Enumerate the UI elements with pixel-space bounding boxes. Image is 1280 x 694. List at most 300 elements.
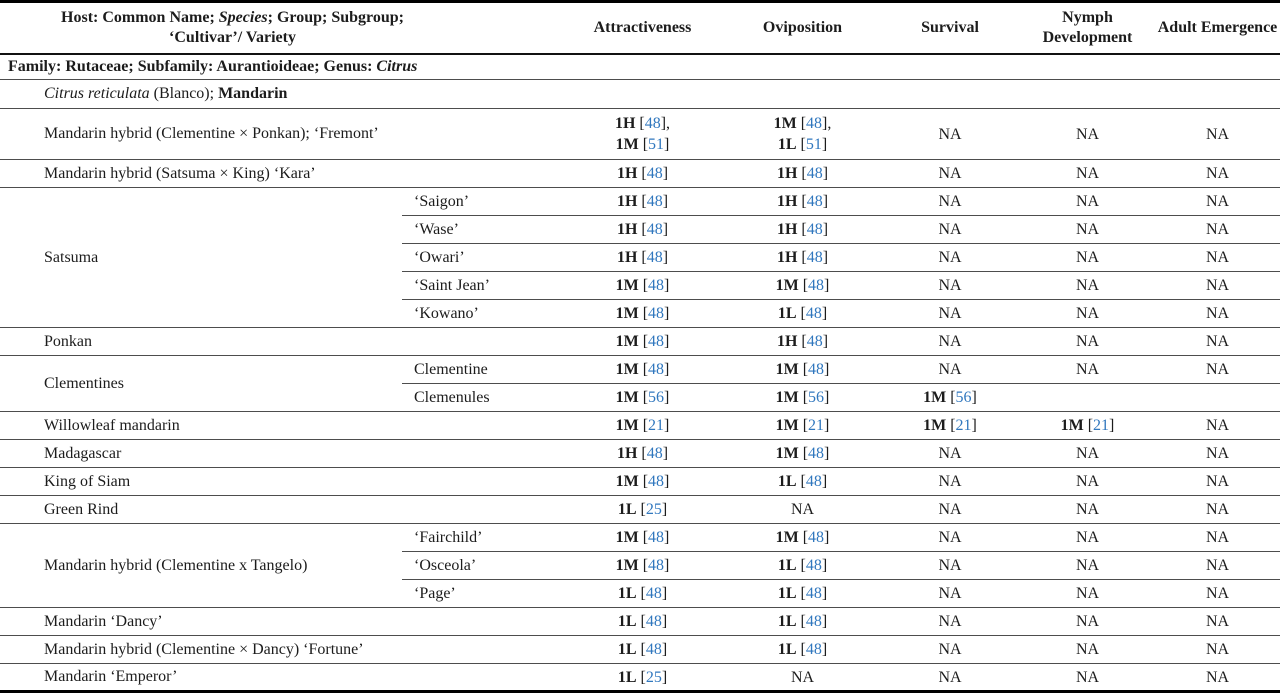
cultivar-label: ‘Saint Jean’: [402, 272, 560, 300]
value-line: 1M [51]: [615, 136, 670, 153]
citation-ref[interactable]: 48: [808, 361, 825, 378]
value-line: 1L [48]: [777, 641, 828, 658]
family-section-row: [0, 54, 1280, 80]
citation-ref[interactable]: 48: [646, 249, 663, 266]
value-cell: [560, 328, 725, 356]
value-cell: [725, 552, 880, 580]
citation-ref[interactable]: 25: [645, 668, 662, 686]
cultivar-label: ‘Owari’: [402, 244, 560, 272]
value-line: 1L [51]: [777, 136, 828, 153]
value-line: 1M [48],: [773, 115, 832, 132]
value-line: NA: [1075, 445, 1100, 462]
host-label: Mandarin ‘Emperor’: [0, 664, 560, 692]
value-line: NA: [1075, 501, 1100, 518]
value-cell: [560, 384, 725, 412]
citation-ref[interactable]: 48: [808, 529, 825, 546]
citation-ref[interactable]: 56: [955, 389, 972, 406]
value-cell: [1020, 384, 1155, 412]
value-cell: [880, 356, 1020, 384]
value-line: 1H [48]: [776, 193, 829, 210]
value-cell: [560, 552, 725, 580]
citation-ref[interactable]: 48: [806, 115, 823, 132]
value-cell: [725, 636, 880, 664]
value-line: NA: [1075, 305, 1100, 322]
rating-value: 1H: [776, 249, 798, 266]
rating-value: 1M: [775, 529, 799, 546]
value-cell: [1020, 524, 1155, 552]
host-row: [0, 328, 1280, 356]
value-line: NA: [1075, 361, 1100, 378]
rating-value: 1M: [923, 389, 947, 406]
value-cell: [560, 356, 725, 384]
host-label: Mandarin hybrid (Clementine × Ponkan); ‘Fremont’: [0, 109, 560, 160]
value-line: NA: [1075, 585, 1100, 602]
citation-ref[interactable]: 48: [806, 193, 823, 210]
value-line: 1H [48]: [616, 165, 669, 182]
value-cell: [1155, 440, 1280, 468]
col-header-nymph-development: Nymph Development: [1020, 2, 1155, 54]
host-label: Mandarin ‘Dancy’: [0, 608, 560, 636]
host-row: [0, 664, 1280, 692]
value-line: NA: [1075, 277, 1100, 294]
value-line: 1L [48]: [617, 641, 668, 658]
value-line: 1M [21]: [615, 417, 670, 434]
citation-ref[interactable]: 21: [1093, 417, 1110, 434]
value-line: 1M [48]: [615, 473, 670, 490]
rating-value: 1M: [615, 305, 639, 322]
citation-ref[interactable]: 48: [648, 361, 665, 378]
value-line: NA: [1205, 445, 1230, 462]
citation-ref[interactable]: 48: [805, 613, 822, 630]
cultivar-row: [0, 524, 1280, 552]
value-cell: [880, 608, 1020, 636]
value-cell: [1155, 468, 1280, 496]
citation-ref[interactable]: 56: [648, 389, 665, 406]
value-cell: [560, 524, 725, 552]
citation-ref[interactable]: 21: [955, 417, 972, 434]
rating-value: 1M: [615, 361, 639, 378]
value-cell: [560, 244, 725, 272]
value-cell: [560, 412, 725, 440]
value-line: NA: [790, 501, 815, 518]
citation-ref[interactable]: 48: [648, 529, 665, 546]
value-cell: [1020, 300, 1155, 328]
value-line: 1H [48]: [616, 193, 669, 210]
value-line: NA: [1075, 165, 1100, 182]
value-line: NA: [1205, 557, 1230, 574]
value-line: 1L [48]: [777, 613, 828, 630]
host-label: Madagascar: [0, 440, 560, 468]
value-cell: [560, 636, 725, 664]
rating-value: 1H: [776, 221, 798, 238]
value-line: NA: [938, 333, 962, 350]
citation-ref[interactable]: 48: [805, 585, 822, 602]
rating-value: 1M: [775, 389, 799, 406]
value-line: 1H [48]: [616, 221, 669, 238]
rating-value: 1L: [617, 641, 637, 658]
rating-value: 1M: [615, 136, 639, 153]
citation-ref[interactable]: 48: [808, 277, 825, 294]
citation-ref[interactable]: 25: [645, 501, 662, 518]
value-cell: [880, 328, 1020, 356]
value-cell: [560, 300, 725, 328]
value-line: NA: [1075, 557, 1100, 574]
value-cell: [725, 328, 880, 356]
citation-ref[interactable]: 48: [646, 445, 663, 462]
value-cell: [1020, 356, 1155, 384]
value-line: 1M [48]: [615, 361, 670, 378]
col-header-survival: Survival: [880, 2, 1020, 54]
rating-value: 1L: [617, 501, 637, 518]
value-cell: [880, 524, 1020, 552]
rating-value: 1L: [777, 136, 797, 153]
value-cell: [880, 244, 1020, 272]
value-cell: [880, 496, 1020, 524]
value-cell: [1020, 440, 1155, 468]
host-row: [0, 636, 1280, 664]
cultivar-label: Clemenules: [402, 384, 560, 412]
host-row: [0, 160, 1280, 188]
value-cell: [1020, 216, 1155, 244]
value-cell: [1155, 244, 1280, 272]
citation-ref[interactable]: 48: [806, 165, 823, 182]
rating-value: 1M: [615, 333, 639, 350]
rating-value: 1M: [615, 473, 639, 490]
citation-ref[interactable]: 21: [808, 417, 825, 434]
value-line: NA: [1075, 473, 1100, 490]
value-line: NA: [1075, 529, 1100, 546]
citation-ref[interactable]: 48: [648, 305, 665, 322]
citation-ref[interactable]: 48: [646, 193, 663, 210]
value-line: NA: [938, 249, 962, 266]
host-label: Mandarin hybrid (Clementine × Dancy) ‘Fortune’: [0, 636, 560, 664]
value-line: 1H [48]: [616, 445, 669, 462]
citation-ref[interactable]: 48: [644, 115, 661, 132]
value-line: 1H [48]: [776, 249, 829, 266]
host-label: Willowleaf mandarin: [0, 412, 560, 440]
value-cell: [725, 608, 880, 636]
value-cell: [725, 160, 880, 188]
value-cell: [560, 664, 725, 692]
cultivar-label: ‘Saigon’: [402, 188, 560, 216]
value-cell: [1155, 636, 1280, 664]
host-row: [0, 109, 1280, 160]
value-line: NA: [938, 305, 962, 322]
value-line: NA: [1205, 165, 1230, 182]
citation-ref[interactable]: 48: [645, 585, 662, 602]
value-line: 1H [48]: [776, 165, 829, 182]
cultivar-label: ‘Osceola’: [402, 552, 560, 580]
value-line: NA: [1205, 249, 1230, 266]
value-cell: [880, 188, 1020, 216]
value-line: 1L [48]: [777, 557, 828, 574]
rating-value: 1M: [615, 389, 639, 406]
value-line: NA: [938, 277, 962, 294]
value-line: NA: [938, 193, 962, 210]
value-cell: [1020, 160, 1155, 188]
value-line: NA: [1075, 125, 1100, 143]
value-line: 1M [21]: [1060, 417, 1115, 434]
citation-ref[interactable]: 48: [805, 557, 822, 574]
value-cell: [725, 524, 880, 552]
col-header-oviposition: Oviposition: [725, 2, 880, 54]
value-cell: [560, 496, 725, 524]
group-label: Mandarin hybrid (Clementine x Tangelo): [0, 524, 402, 608]
cultivar-label: ‘Wase’: [402, 216, 560, 244]
value-cell: [725, 272, 880, 300]
value-line: 1H [48],: [614, 115, 671, 132]
value-cell: [880, 216, 1020, 244]
rating-value: 1M: [775, 361, 799, 378]
value-cell: [1155, 216, 1280, 244]
species-label: Citrus reticulata (Blanco); Mandarin: [0, 80, 1280, 109]
citation-ref[interactable]: 48: [645, 613, 662, 630]
value-line: NA: [1075, 249, 1100, 266]
value-line: NA: [1205, 361, 1230, 378]
value-cell: [1155, 552, 1280, 580]
citation-ref[interactable]: 48: [646, 221, 663, 238]
value-cell: [725, 496, 880, 524]
value-cell: [1155, 608, 1280, 636]
value-line: NA: [938, 613, 962, 630]
value-line: NA: [1075, 193, 1100, 210]
value-cell: [725, 664, 880, 692]
value-cell: [725, 580, 880, 608]
value-line: NA: [1075, 221, 1100, 238]
value-cell: [560, 109, 725, 160]
value-line: NA: [1205, 333, 1230, 350]
cultivar-label: ‘Kowano’: [402, 300, 560, 328]
value-line: 1M [56]: [923, 389, 977, 406]
header-row: [0, 2, 1280, 54]
value-cell: [725, 384, 880, 412]
value-cell: [1155, 580, 1280, 608]
value-cell: [725, 356, 880, 384]
value-line: NA: [1205, 668, 1230, 686]
rating-value: 1L: [617, 613, 637, 630]
value-cell: [725, 216, 880, 244]
value-line: 1M [48]: [615, 305, 670, 322]
value-cell: [560, 216, 725, 244]
value-line: 1M [48]: [775, 529, 830, 546]
value-line: 1M [48]: [775, 361, 830, 378]
rating-value: 1L: [617, 668, 637, 686]
citation-ref[interactable]: 48: [646, 165, 663, 182]
value-line: 1M [48]: [615, 529, 670, 546]
species-row: [0, 80, 1280, 109]
citation-ref[interactable]: 51: [805, 136, 822, 153]
value-cell: [1155, 664, 1280, 692]
rating-value: 1M: [775, 445, 799, 462]
citation-ref[interactable]: 48: [805, 473, 822, 490]
rating-value: 1H: [776, 165, 798, 182]
rating-value: 1M: [615, 529, 639, 546]
host-row: [0, 608, 1280, 636]
value-line: 1H [48]: [776, 221, 829, 238]
value-cell: [880, 580, 1020, 608]
value-line: NA: [938, 585, 962, 602]
value-cell: [1020, 328, 1155, 356]
citation-ref[interactable]: 48: [648, 473, 665, 490]
value-cell: [880, 636, 1020, 664]
citation-ref[interactable]: 21: [648, 417, 665, 434]
value-line: 1L [48]: [777, 473, 828, 490]
rating-value: 1L: [777, 473, 797, 490]
value-line: NA: [938, 529, 962, 546]
value-cell: [1155, 109, 1280, 160]
value-cell: [880, 552, 1020, 580]
value-line: NA: [938, 668, 962, 686]
value-cell: [725, 440, 880, 468]
citation-ref[interactable]: 48: [806, 333, 823, 350]
value-line: NA: [1205, 585, 1230, 602]
value-cell: [880, 272, 1020, 300]
rating-value: 1M: [773, 115, 797, 132]
citation-ref[interactable]: 48: [648, 277, 665, 294]
citation-ref[interactable]: 48: [645, 641, 662, 658]
value-line: NA: [1205, 529, 1230, 546]
value-cell: [1155, 160, 1280, 188]
value-line: 1M [56]: [775, 389, 830, 406]
value-cell: [725, 244, 880, 272]
citation-ref[interactable]: 48: [648, 557, 665, 574]
value-cell: [560, 440, 725, 468]
citation-ref[interactable]: 48: [805, 305, 822, 322]
value-cell: [1020, 552, 1155, 580]
rating-value: 1M: [615, 417, 639, 434]
value-cell: [560, 272, 725, 300]
value-line: 1M [48]: [775, 277, 830, 294]
value-line: 1M [48]: [775, 445, 830, 462]
citation-ref[interactable]: 48: [805, 641, 822, 658]
value-line: 1M [48]: [615, 333, 670, 350]
value-cell: [1155, 496, 1280, 524]
value-cell: [1155, 328, 1280, 356]
value-cell: [1020, 272, 1155, 300]
rating-value: 1M: [923, 417, 947, 434]
rating-value: 1L: [777, 557, 797, 574]
value-line: NA: [1205, 277, 1230, 294]
value-line: 1M [21]: [775, 417, 830, 434]
value-line: NA: [1205, 221, 1230, 238]
host-row: [0, 412, 1280, 440]
value-cell: [725, 468, 880, 496]
family-section-label: Family: Rutaceae; Subfamily: Aurantioideae; Genus: Citrus: [8, 58, 418, 76]
value-line: 1M [21]: [923, 417, 977, 434]
cultivar-label: Clementine: [402, 356, 560, 384]
citation-ref[interactable]: 48: [806, 249, 823, 266]
rating-value: 1H: [616, 165, 638, 182]
value-line: 1L [25]: [617, 668, 668, 686]
value-line: NA: [1075, 333, 1100, 350]
value-cell: [1020, 580, 1155, 608]
value-line: NA: [1205, 613, 1230, 630]
value-line: NA: [1205, 417, 1230, 434]
group-label: Satsuma: [0, 188, 402, 328]
value-line: NA: [1205, 641, 1230, 658]
host-label: Mandarin hybrid (Satsuma × King) ‘Kara’: [0, 160, 560, 188]
value-cell: [880, 664, 1020, 692]
rating-value: 1H: [616, 445, 638, 462]
citation-ref[interactable]: 56: [808, 389, 825, 406]
group-label: Clementines: [0, 356, 402, 412]
rating-value: 1M: [615, 277, 639, 294]
host-label: King of Siam: [0, 468, 560, 496]
value-cell: [560, 608, 725, 636]
table-header: [0, 2, 1280, 54]
value-cell: [1020, 109, 1155, 160]
value-cell: [1020, 636, 1155, 664]
value-cell: [1020, 664, 1155, 692]
value-line: 1L [48]: [777, 305, 828, 322]
value-line: 1L [48]: [617, 585, 668, 602]
citation-ref[interactable]: 48: [806, 221, 823, 238]
col-header-attractiveness: Attractiveness: [560, 2, 725, 54]
citation-ref[interactable]: 51: [648, 136, 665, 153]
cultivar-label: ‘Fairchild’: [402, 524, 560, 552]
value-cell: [1155, 300, 1280, 328]
host-label: Green Rind: [0, 496, 560, 524]
value-line: NA: [938, 165, 962, 182]
cultivar-row: [0, 356, 1280, 384]
value-line: NA: [938, 445, 962, 462]
value-cell: [1155, 412, 1280, 440]
value-line: 1L [48]: [617, 613, 668, 630]
value-line: NA: [938, 641, 962, 658]
value-cell: [880, 160, 1020, 188]
host-row: [0, 468, 1280, 496]
col-header-adult-emergence: Adult Emergence: [1155, 2, 1280, 54]
rating-value: 1M: [775, 417, 799, 434]
value-cell: [880, 109, 1020, 160]
rating-value: 1L: [777, 613, 797, 630]
value-line: NA: [1205, 501, 1230, 518]
value-line: 1L [48]: [777, 585, 828, 602]
rating-value: 1H: [614, 115, 636, 132]
value-line: NA: [938, 361, 962, 378]
value-cell: [1155, 272, 1280, 300]
citation-ref[interactable]: 48: [648, 333, 665, 350]
value-line: 1L [25]: [617, 501, 668, 518]
cultivar-label: ‘Page’: [402, 580, 560, 608]
rating-value: 1L: [777, 305, 797, 322]
value-cell: [880, 468, 1020, 496]
citation-ref[interactable]: 48: [808, 445, 825, 462]
value-line: NA: [1075, 668, 1100, 686]
value-line: NA: [938, 473, 962, 490]
value-cell: [725, 109, 880, 160]
value-cell: [725, 300, 880, 328]
rating-value: 1M: [1060, 417, 1084, 434]
rating-value: 1H: [776, 193, 798, 210]
value-cell: [725, 412, 880, 440]
value-line: 1H [48]: [776, 333, 829, 350]
value-line: 1M [48]: [615, 277, 670, 294]
value-line: 1M [56]: [615, 389, 670, 406]
value-line: NA: [1205, 305, 1230, 322]
host-row: [0, 496, 1280, 524]
rating-value: 1H: [616, 249, 638, 266]
value-cell: [1020, 188, 1155, 216]
value-line: NA: [1075, 613, 1100, 630]
value-cell: [1020, 244, 1155, 272]
value-cell: [880, 440, 1020, 468]
value-cell: [1155, 384, 1280, 412]
rating-value: 1M: [775, 277, 799, 294]
host-header-line1: Host: Common Name; Species; Group; Subgroup;: [61, 9, 404, 27]
value-cell: [1020, 608, 1155, 636]
value-cell: [725, 188, 880, 216]
